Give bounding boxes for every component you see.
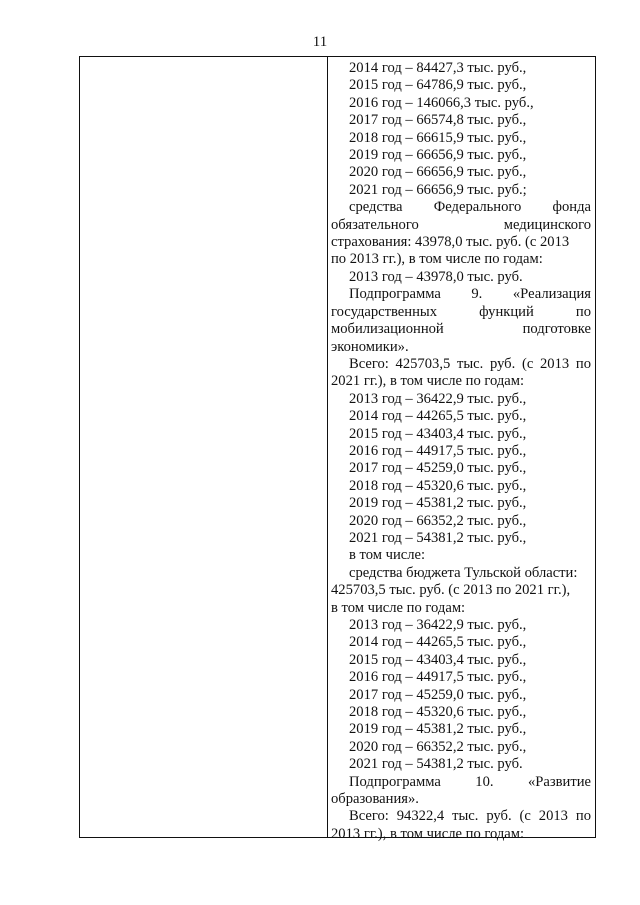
text-line: 2018 год – 66615,9 тыс. руб., [349,129,527,146]
text-line: Всего: 94322,4 тыс. руб. (с 2013 по [349,808,591,825]
text-line: средства Федерального фонда [349,199,591,216]
text-line: 2021 год – 66656,9 тыс. руб.; [349,181,527,198]
text-line: мобилизационной подготовке [331,321,591,338]
text-line: 2017 год – 45259,0 тыс. руб., [349,460,527,477]
text-line: обязательного медицинского [331,216,591,233]
text-line: 2016 год – 146066,3 тыс. руб., [349,94,534,111]
text-line: 2014 год – 44265,5 тыс. руб., [349,634,527,651]
text-line: 2015 год – 43403,4 тыс. руб., [349,651,527,668]
text-line: 2015 год – 43403,4 тыс. руб., [349,425,527,442]
text-line: средства бюджета Тульской области: [349,564,578,581]
text-line: 2018 год – 45320,6 тыс. руб., [349,704,527,721]
text-line: в том числе: [349,547,426,564]
text-line: 2014 год – 84427,3 тыс. руб., [349,60,527,76]
text-line: 2015 год – 64786,9 тыс. руб., [349,77,527,94]
text-line: 425703,5 тыс. руб. (с 2013 по 2021 гг.), [331,582,571,599]
text-line: 2020 год – 66656,9 тыс. руб., [349,164,527,181]
text-line: 2013 год – 36422,9 тыс. руб., [349,617,527,633]
text-line: 2019 год – 45381,2 тыс. руб., [349,495,527,512]
text-line: 2017 год – 66574,8 тыс. руб., [349,112,527,129]
text-line: 2021 гг.), в том числе по годам: [331,373,525,390]
text-line: 2013 год – 43978,0 тыс. руб. [349,268,523,285]
text-line: 2014 год – 44265,5 тыс. руб., [349,408,527,425]
text-line: 2018 год – 45320,6 тыс. руб., [349,477,527,494]
document-table [79,56,596,842]
text-line: Всего: 425703,5 тыс. руб. (с 2013 по [349,355,591,372]
text-line: в том числе по годам: [331,599,466,616]
text-line: 2020 год – 66352,2 тыс. руб., [349,738,527,755]
text-line: 2016 год – 44917,5 тыс. руб., [349,442,527,459]
text-line: 2020 год – 66352,2 тыс. руб., [349,512,527,529]
text-line: 2017 год – 45259,0 тыс. руб., [349,686,527,703]
text-line: образования». [331,791,419,808]
text-line: 2021 год – 54381,2 тыс. руб. [349,756,523,773]
text-line: 2019 год – 66656,9 тыс. руб., [349,147,527,164]
text-line: 2013 год – 36422,9 тыс. руб., [349,390,527,407]
page-number: 11 [312,34,328,50]
text-line: страхования: 43978,0 тыс. руб. (с 2013 [331,234,570,251]
text-line: 2013 гг.), в том числе по годам: [331,825,525,842]
text-line: Подпрограмма 9. «Реализация [349,286,591,303]
table-left-cell [80,57,328,837]
text-line: 2016 год – 44917,5 тыс. руб., [349,669,527,686]
text-line: государственных функций по [331,303,591,320]
text-line: 2019 год – 45381,2 тыс. руб., [349,721,527,738]
text-line: экономики». [331,338,409,355]
table-right-cell [328,57,595,842]
text-line: 2021 год – 54381,2 тыс. руб., [349,529,527,546]
text-line: Подпрограмма 10. «Развитие [349,773,591,790]
text-line: по 2013 гг.), в том числе по годам: [331,251,543,268]
